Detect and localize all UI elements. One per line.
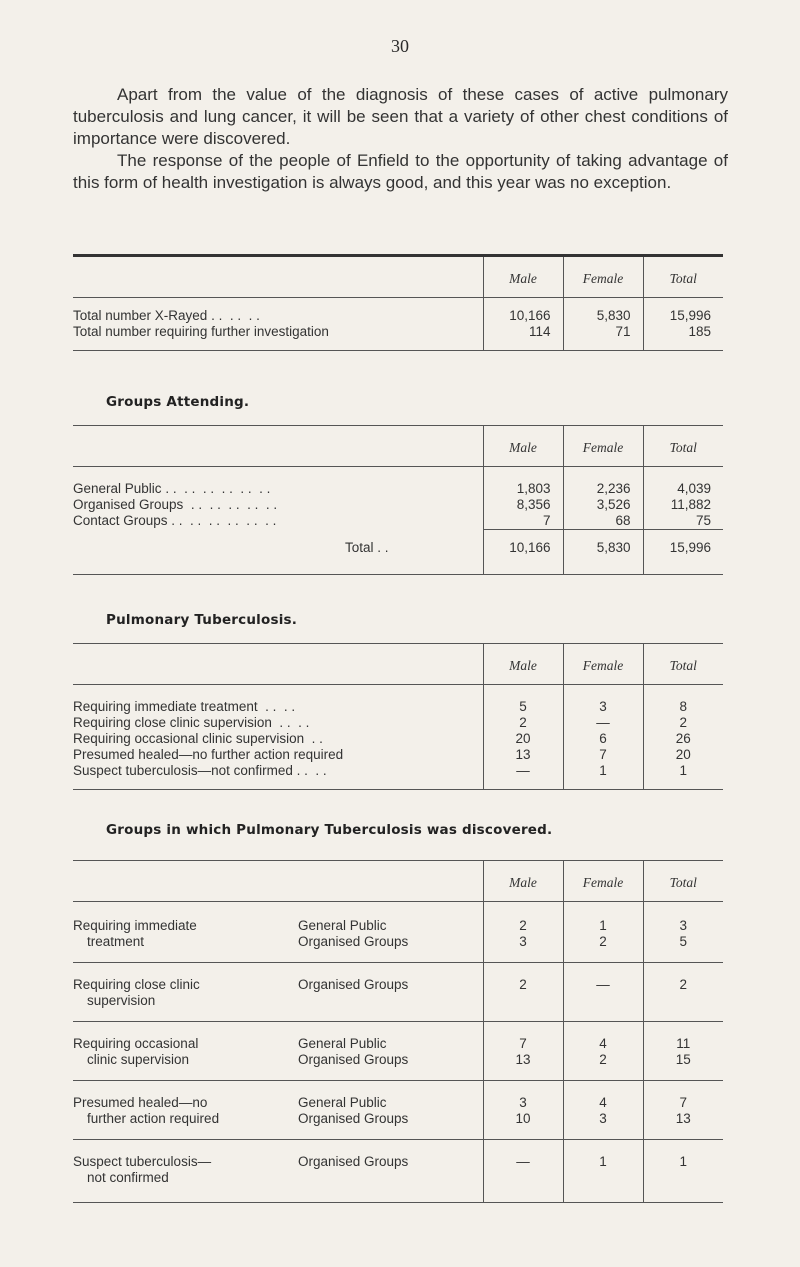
male-value: 2 [519,918,527,933]
group-name: Organised Groups [298,1052,409,1067]
male-value: 3 [519,1095,527,1110]
row-label: Contact Groups [73,513,168,529]
total-value: 1 [679,1154,687,1169]
total-value: 185 [643,324,723,340]
grand-total: 15,996 [643,530,723,575]
male-value: 7 [519,1036,527,1051]
header-blank [73,426,483,467]
row-label: Total number requiring further investigation [73,324,329,339]
total-value: 75 [643,513,723,530]
groups-attending-heading: Groups Attending. [106,394,250,410]
table-row [73,747,723,763]
male-value: 114 [483,324,563,340]
condition-line-1: Requiring occasional [73,1036,199,1051]
male-value: 13 [515,1052,531,1067]
group-name: Organised Groups [298,1111,409,1126]
female-value: 71 [563,324,643,340]
male-value: 10,166 [483,308,563,324]
female-value: 2,236 [563,481,643,497]
female-total: 5,830 [563,530,643,575]
total-value: 15 [675,1052,691,1067]
female-value: 5,830 [563,308,643,324]
male-value: 2 [519,977,527,992]
table-row [73,1022,723,1077]
male-value: 8,356 [483,497,563,513]
dot-leader: . . . . [257,699,296,714]
row-label: Presumed healed—no further action required [73,747,344,762]
header-blank [298,861,483,902]
condition-line-1: Requiring immediate [73,918,197,933]
row-label: Requiring close clinic supervision [73,715,272,730]
header-male: Male [483,644,563,685]
intro-text [73,84,728,194]
total-row [73,530,723,575]
groups-attending-table [73,425,723,575]
female-value: 2 [599,934,607,949]
condition-line-1: Suspect tuberculosis— [73,1154,212,1169]
condition-line-2: further action required [87,1111,220,1126]
male-total: 10,166 [483,530,563,575]
condition-label [73,1081,298,1136]
condition-line-2: treatment [87,934,145,949]
total-value: 2 [679,977,687,992]
table-row [73,763,723,779]
condition-line-2: not confirmed [87,1170,169,1185]
table-row [73,902,723,959]
female-value: 3,526 [563,497,643,513]
male-value: 1,803 [483,481,563,497]
total-value: 2 [643,715,723,731]
male-value: — [483,763,563,779]
table-row [73,699,723,715]
header-male: Male [483,861,563,902]
total-value: 4,039 [643,481,723,497]
table-row [73,1140,723,1195]
intro-paragraph-2: The response of the people of Enfield to the opportunity of taking advantage of this form of health investigation is always good, and this year was no exception. [73,151,728,192]
total-value: 11,882 [643,497,723,513]
group-name: General Public [298,1036,387,1051]
total-value: 13 [675,1111,691,1126]
table-row [73,1081,723,1136]
condition-line-1: Requiring close clinic [73,977,200,992]
table-row [73,481,723,497]
condition-label [73,902,298,959]
male-value: 20 [483,731,563,747]
condition-label [73,1140,298,1195]
female-value: 68 [563,513,643,530]
total-value: 5 [679,934,687,949]
header-female: Female [563,644,643,685]
dot-leader: . . . . . . [207,308,260,323]
condition-line-2: supervision [87,993,156,1008]
group-name: Organised Groups [298,934,409,949]
female-value: — [596,977,610,992]
row-label: Requiring occasional clinic supervision [73,731,305,746]
table-row [73,497,723,513]
female-value: 1 [563,763,643,779]
condition-label [73,1022,298,1077]
row-label: Total number X-Rayed [73,308,208,323]
male-value: 3 [519,934,527,949]
condition-label [73,963,298,1018]
dot-leader: . . [304,731,323,746]
header-total: Total [643,861,723,902]
male-value: 7 [483,513,563,530]
total-value: 3 [679,918,687,933]
table-row [73,513,723,530]
total-value: 1 [643,763,723,779]
male-value: — [516,1154,530,1169]
header-blank [73,861,298,902]
row-label: General Public [73,481,162,496]
total-value: 15,996 [643,308,723,324]
dot-leader: . . [373,539,389,555]
female-value: 6 [563,731,643,747]
female-value: 3 [599,1111,607,1126]
header-female: Female [563,426,643,467]
condition-line-1: Presumed healed—no [73,1095,208,1110]
header-total: Total [643,256,723,298]
male-value: 5 [483,699,563,715]
header-blank [73,256,483,298]
male-value: 13 [483,747,563,763]
groups-tb-table [73,860,723,1203]
group-name: General Public [298,1095,387,1110]
header-total: Total [643,426,723,467]
total-value: 8 [643,699,723,715]
female-value: 4 [599,1036,607,1051]
female-value: 2 [599,1052,607,1067]
female-value: 1 [599,1154,607,1169]
total-label: Total [345,539,374,555]
female-value: 3 [563,699,643,715]
table-row [73,963,723,1018]
female-value: 7 [563,747,643,763]
row-label: Suspect tuberculosis—not confirmed [73,763,293,778]
total-value: 7 [679,1095,687,1110]
total-value: 11 [676,1036,691,1051]
header-female: Female [563,256,643,298]
header-total: Total [643,644,723,685]
total-value: 26 [643,731,723,747]
page-number: 30 [391,36,409,56]
table-row [73,715,723,731]
male-value: 10 [515,1111,531,1126]
row-label: Organised Groups [73,497,184,512]
female-value: — [563,715,643,731]
table-row [73,324,723,340]
xray-totals-table [73,254,723,351]
group-name: General Public [298,918,387,933]
table-row [73,731,723,747]
group-name: Organised Groups [298,977,409,992]
male-value: 2 [483,715,563,731]
dot-leader: . . . . . . . . . . . . [167,513,277,529]
dot-leader: . . . . . . . . . . . . [161,481,271,496]
intro-paragraph-1: Apart from the value of the diagnosis of these cases of active pulmonary tuberculosis and lung cancer, it will be seen that a variety of other chest conditions of importance were discovered. [73,85,728,148]
table-row [73,308,723,324]
dot-leader: . . . . . . . . . . [183,497,278,512]
dot-leader: . . . . [271,715,310,730]
pulmonary-tb-heading: Pulmonary Tuberculosis. [106,612,298,628]
female-value: 1 [599,918,607,933]
header-male: Male [483,426,563,467]
group-name: Organised Groups [298,1154,409,1169]
groups-tb-heading: Groups in which Pulmonary Tuberculosis was discovered. [106,822,553,838]
dot-leader: . . . . [292,763,327,778]
total-value: 20 [643,747,723,763]
female-value: 4 [599,1095,607,1110]
row-label: Requiring immediate treatment [73,699,258,714]
pulmonary-tb-table [73,643,723,790]
header-blank [73,644,483,685]
header-male: Male [483,256,563,298]
condition-line-2: clinic supervision [87,1052,190,1067]
header-female: Female [563,861,643,902]
